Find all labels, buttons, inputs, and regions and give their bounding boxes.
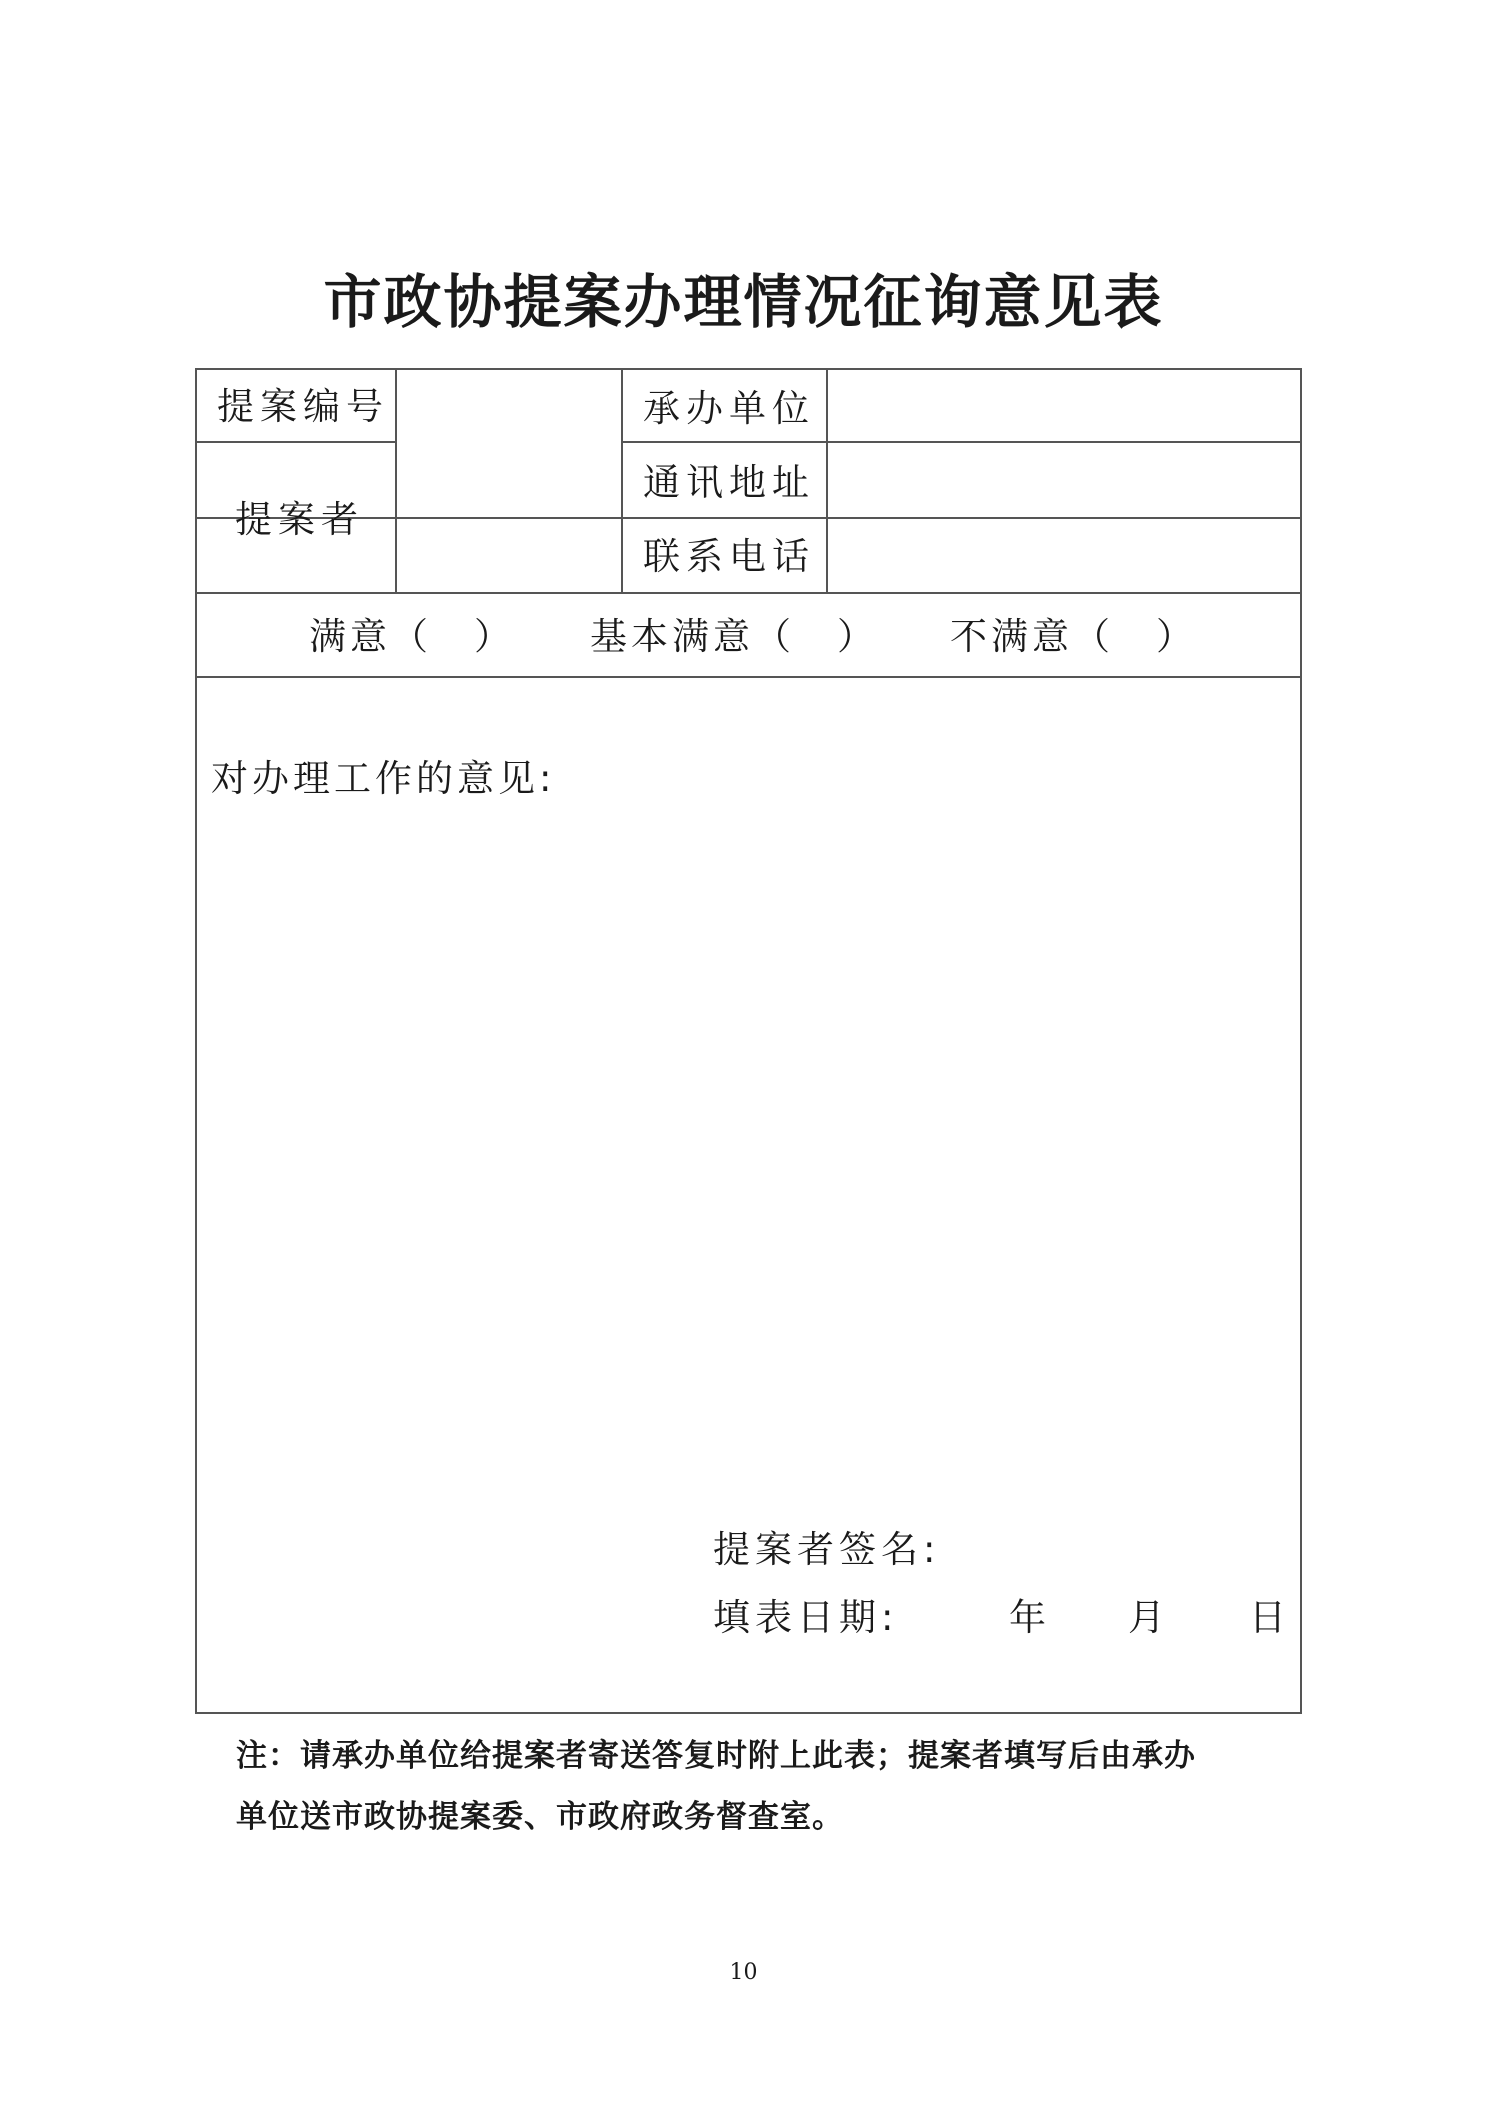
dissatisfied-label: 不满意: [950, 615, 1073, 658]
month-label: 月: [1128, 1596, 1171, 1639]
open-paren: （: [391, 615, 428, 658]
proposer-label: 提案者: [235, 498, 364, 541]
basically-satisfied-label: 基本满意: [590, 615, 754, 658]
address-field[interactable]: [828, 443, 1302, 516]
open-paren: （: [1073, 615, 1110, 658]
satisfied-option[interactable]: [309, 614, 511, 660]
opinion-form: [195, 368, 1302, 1714]
open-paren: （: [754, 615, 791, 658]
column-divider: [621, 370, 623, 592]
close-paren: ）: [1156, 615, 1193, 658]
undertaking-unit-label: 承办单位: [643, 387, 815, 430]
address-label: 通讯地址: [643, 461, 815, 504]
opinion-label: 对办理工作的意见:: [211, 757, 556, 800]
row-divider: [197, 676, 1302, 678]
page-number: 10: [729, 1960, 758, 1985]
basically-satisfied-option[interactable]: [590, 614, 874, 660]
satisfied-label: 满意: [309, 615, 391, 658]
proposal-number-field[interactable]: [397, 370, 619, 440]
close-paren: ）: [837, 615, 874, 658]
dissatisfied-option[interactable]: [950, 614, 1193, 660]
phone-label: 联系电话: [643, 535, 815, 578]
date-label: 填表日期:: [713, 1596, 899, 1639]
row-divider: [197, 592, 1302, 594]
opinion-textarea[interactable]: [207, 810, 1292, 1370]
year-label: 年: [1009, 1596, 1052, 1639]
row-divider: [197, 441, 395, 443]
close-paren: ）: [474, 615, 511, 658]
note-line-2: 单位送市政协提案委、市政府政务督查室。: [236, 1799, 844, 1835]
day-label: 日: [1249, 1596, 1292, 1639]
signature-field[interactable]: [937, 1520, 1277, 1574]
phone-field[interactable]: [828, 519, 1302, 591]
form-title: 市政协提案办理情况征询意见表: [323, 268, 1164, 336]
signature-label: 提案者签名:: [713, 1528, 941, 1571]
undertaking-unit-field[interactable]: [828, 370, 1302, 440]
proposal-number-label: 提案编号: [217, 385, 389, 428]
note-line-1: 注：请承办单位给提案者寄送答复时附上此表；提案者填写后由承办: [236, 1738, 1196, 1774]
proposer-field[interactable]: [397, 443, 619, 591]
